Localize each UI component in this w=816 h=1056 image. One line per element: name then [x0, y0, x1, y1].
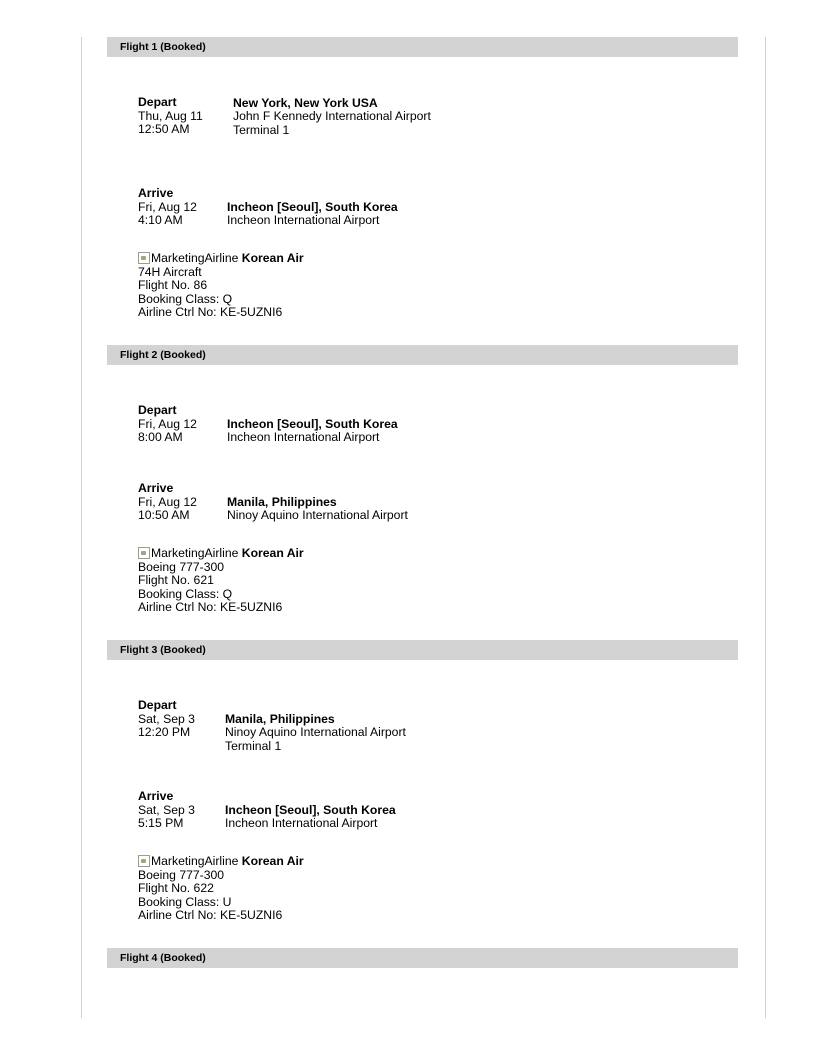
depart-terminal: Terminal 1	[233, 122, 290, 137]
flight-3-arrive	[138, 790, 396, 831]
flight-2-depart	[138, 404, 398, 445]
depart-airport: Ninoy Aquino International Airport	[225, 725, 406, 740]
depart-date: Sat, Sep 3	[138, 711, 195, 726]
flight-number: Flight No. 86	[138, 278, 208, 293]
airline-name: Korean Air	[241, 546, 304, 560]
arrive-airport: Incheon International Airport	[227, 213, 380, 228]
arrive-date: Fri, Aug 12	[138, 199, 197, 214]
flight-3-depart	[138, 699, 406, 753]
flight-2-carrier	[138, 547, 304, 615]
airline-logo-alt: MarketingAirline	[151, 854, 239, 868]
booking-class: Booking Class: Q	[138, 586, 233, 601]
booking-class: Booking Class: U	[138, 894, 232, 909]
airline-logo-icon	[138, 547, 150, 559]
depart-airport: John F Kennedy International Airport	[233, 109, 431, 124]
airline-ctrl-no: Airline Ctrl No: KE-5UZNI6	[138, 600, 283, 615]
airline-logo-icon	[138, 252, 150, 264]
flight-4-header: Flight 4 (Booked)	[107, 948, 738, 968]
airline-logo-alt: MarketingAirline	[151, 251, 239, 265]
depart-city: Incheon [Seoul], South Korea	[227, 416, 398, 431]
airline-ctrl-no: Airline Ctrl No: KE-5UZNI6	[138, 908, 283, 923]
flight-number: Flight No. 621	[138, 573, 214, 588]
depart-time: 12:50 AM	[138, 122, 190, 137]
flight-number: Flight No. 622	[138, 881, 214, 896]
arrive-time: 10:50 AM	[138, 508, 190, 523]
airline-ctrl-no: Airline Ctrl No: KE-5UZNI6	[138, 305, 283, 320]
flight-1-depart	[138, 96, 431, 137]
airline-name: Korean Air	[241, 854, 304, 868]
depart-time: 8:00 AM	[138, 430, 183, 445]
arrive-label: Arrive	[138, 186, 174, 200]
aircraft: 74H Aircraft	[138, 264, 202, 279]
depart-time: 12:20 PM	[138, 725, 191, 740]
depart-city: Manila, Philippines	[225, 711, 335, 726]
flight-1-header: Flight 1 (Booked)	[107, 37, 738, 57]
depart-label: Depart	[138, 403, 177, 417]
arrive-airport: Incheon International Airport	[225, 816, 378, 831]
depart-airport: Incheon International Airport	[227, 430, 380, 445]
arrive-label: Arrive	[138, 789, 174, 803]
aircraft: Boeing 777-300	[138, 559, 225, 574]
depart-date: Fri, Aug 12	[138, 416, 197, 431]
arrive-city: Incheon [Seoul], South Korea	[225, 802, 396, 817]
flight-1-arrive	[138, 187, 398, 228]
arrive-time: 5:15 PM	[138, 816, 184, 831]
flight-3-carrier	[138, 855, 304, 923]
depart-terminal: Terminal 1	[225, 738, 282, 753]
arrive-city: Incheon [Seoul], South Korea	[227, 199, 398, 214]
airline-logo-alt: MarketingAirline	[151, 546, 239, 560]
arrive-date: Sat, Sep 3	[138, 802, 195, 817]
arrive-date: Fri, Aug 12	[138, 494, 197, 509]
flight-2-arrive	[138, 482, 408, 523]
depart-label: Depart	[138, 95, 177, 109]
depart-date: Thu, Aug 11	[138, 108, 203, 123]
flight-1-carrier	[138, 252, 304, 320]
depart-label: Depart	[138, 698, 177, 712]
arrive-city: Manila, Philippines	[227, 494, 337, 509]
airline-logo-icon	[138, 855, 150, 867]
arrive-time: 4:10 AM	[138, 213, 183, 228]
aircraft: Boeing 777-300	[138, 867, 225, 882]
arrive-airport: Ninoy Aquino International Airport	[227, 508, 408, 523]
arrive-label: Arrive	[138, 481, 174, 495]
booking-class: Booking Class: Q	[138, 291, 233, 306]
depart-city: New York, New York USA	[233, 95, 378, 110]
flight-2-header: Flight 2 (Booked)	[107, 345, 738, 365]
flight-3-header: Flight 3 (Booked)	[107, 640, 738, 660]
airline-name: Korean Air	[241, 251, 304, 265]
